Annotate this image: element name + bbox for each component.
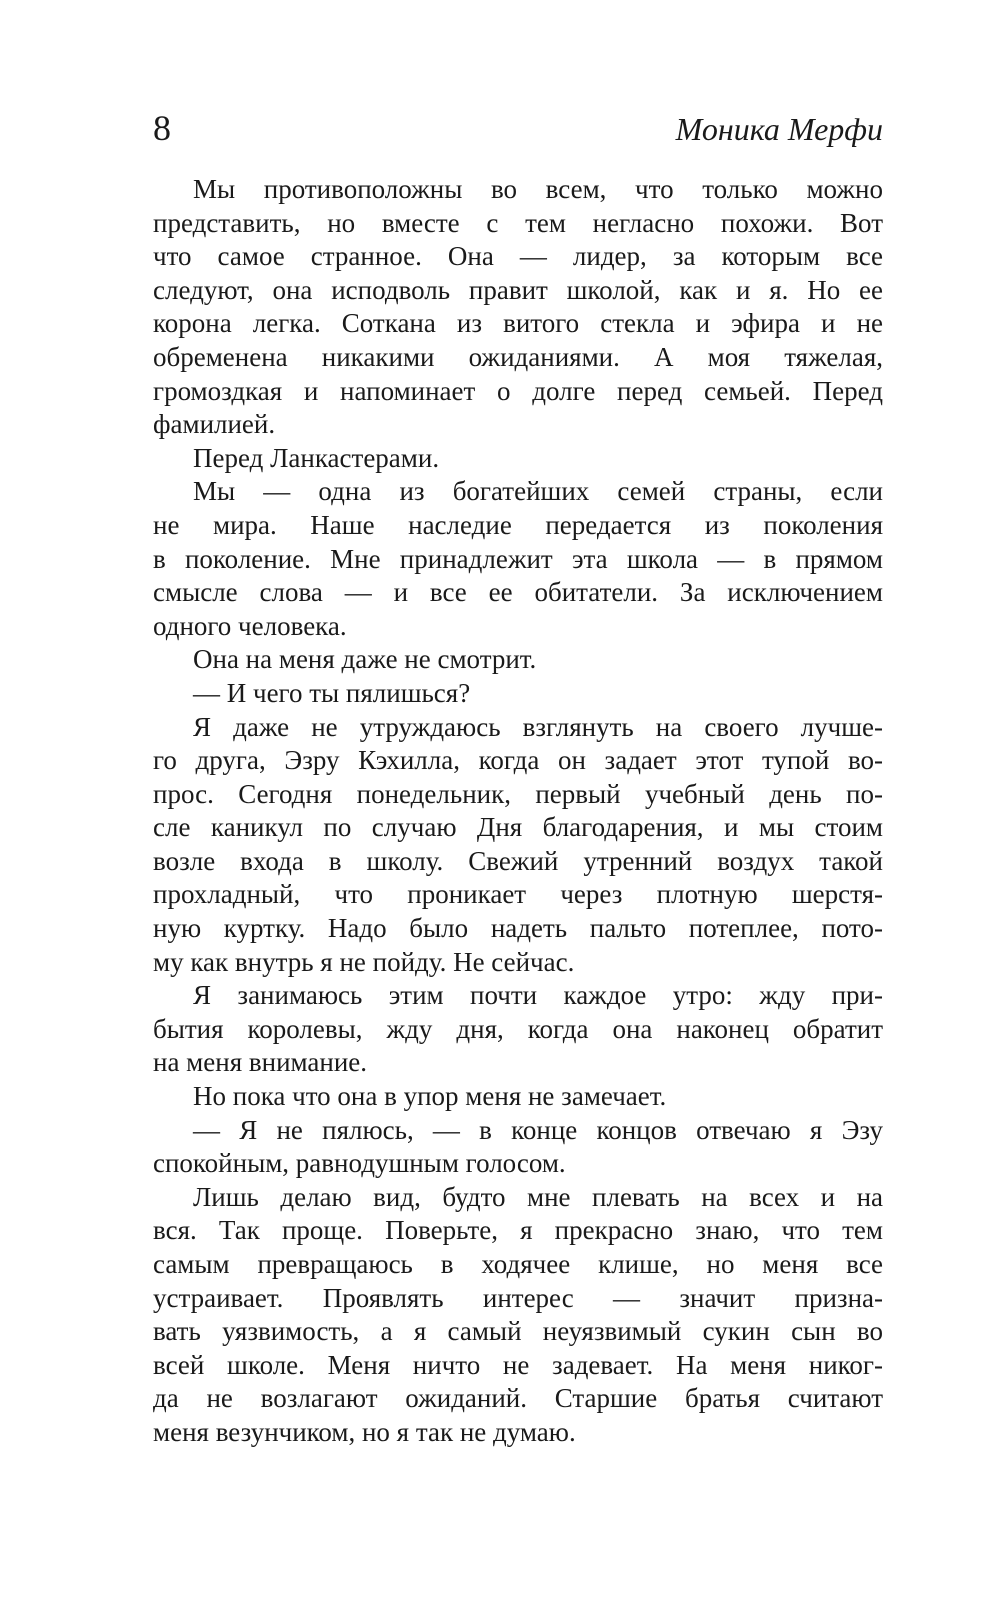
text-line: обременена никакими ожиданиями. А моя тяжелая, — [153, 341, 883, 372]
text-line: Я даже не утруждаюсь взглянуть на своего лучше- — [193, 711, 883, 742]
paragraph — [153, 677, 883, 711]
text-line: в поколение. Мне принадлежит эта школа — в прямом — [153, 543, 883, 574]
text-line: возле входа в школу. Свежий утренний воздух такой — [153, 845, 883, 876]
text-line: да не возлагают ожиданий. Старшие братья считают — [153, 1383, 883, 1414]
text-line: не мира. Наше наследие передается из поколения — [153, 509, 883, 540]
paragraph — [153, 643, 883, 677]
running-title: Моника Мерфи — [675, 111, 883, 147]
text-line: — И чего ты пялишься? — [193, 677, 471, 708]
text-line: сле каникул по случаю Дня благодарения, и мы стоим — [153, 812, 883, 843]
paragraph — [153, 1080, 883, 1114]
text-line: устраивает. Проявлять интерес — значит призна- — [153, 1282, 883, 1313]
text-line: представить, но вместе с тем негласно похожи. Вот — [153, 207, 883, 238]
text-line: прос. Сегодня понедельник, первый учебный день по- — [153, 778, 883, 809]
text-line: что самое странное. Она — лидер, за которым все — [153, 241, 883, 272]
text-line: му как внутрь я не пойду. Не сейчас. — [153, 946, 575, 977]
text-line: одного человека. — [153, 610, 347, 641]
text-line: ную куртку. Надо было надеть пальто потеплее, пото- — [153, 913, 883, 944]
paragraph — [153, 173, 883, 442]
text-line: Мы — одна из богатейших семей страны, если — [193, 476, 883, 507]
text-line: Она на меня даже не смотрит. — [193, 644, 537, 675]
text-line: спокойным, равнодушным голосом. — [153, 1148, 566, 1179]
text-line: — Я не пялюсь, — в конце концов отвечаю я Эзу — [193, 1114, 883, 1145]
text-line: громоздкая и напоминает о долге перед семьей. Перед — [153, 375, 883, 406]
text-line: го друга, Эзру Кэхилла, когда он задает этот тупой во- — [153, 745, 883, 776]
paragraph — [153, 475, 883, 643]
text-line: всей школе. Меня ничто не задевает. На меня никог- — [153, 1349, 883, 1380]
text-line: на меня внимание. — [153, 1047, 368, 1078]
text-line: следуют, она исподволь правит школой, как и я. Но ее — [153, 274, 883, 305]
paragraph — [153, 1114, 883, 1181]
text-line: смысле слова — и все ее обитатели. За исключением — [153, 577, 883, 608]
text-line: Перед Ланкастерами. — [193, 442, 440, 473]
text-line: самым превращаюсь в ходячее клише, но меня все — [153, 1249, 883, 1279]
paragraph — [153, 442, 883, 476]
text-line: фамилией. — [153, 409, 276, 440]
page-text — [153, 173, 883, 1450]
page-number: 8 — [153, 108, 171, 148]
page-header — [153, 110, 883, 146]
text-line: прохладный, что проникает через плотную шерстя- — [153, 879, 883, 910]
paragraph — [153, 979, 883, 1080]
text-line: вся. Так проще. Поверьте, я прекрасно знаю, что тем — [153, 1215, 883, 1246]
text-line: Мы противоположны во всем, что только можно — [193, 174, 883, 204]
text-line: вать уязвимость, а я самый неуязвимый сукин сын во — [153, 1316, 883, 1347]
text-line: меня везунчиком, но я так не думаю. — [153, 1416, 576, 1447]
text-line: Я занимаюсь этим почти каждое утро: жду при- — [193, 980, 883, 1011]
text-line: корона легка. Соткана из витого стекла и эфира и не — [153, 308, 883, 339]
paragraph — [153, 711, 883, 980]
paragraph — [153, 1181, 883, 1450]
text-line: Но пока что она в упор меня не замечает. — [193, 1081, 667, 1112]
text-line: Лишь делаю вид, будто мне плевать на всех и на — [193, 1181, 883, 1212]
text-line: бытия королевы, жду дня, когда она наконец обратит — [153, 1013, 883, 1044]
